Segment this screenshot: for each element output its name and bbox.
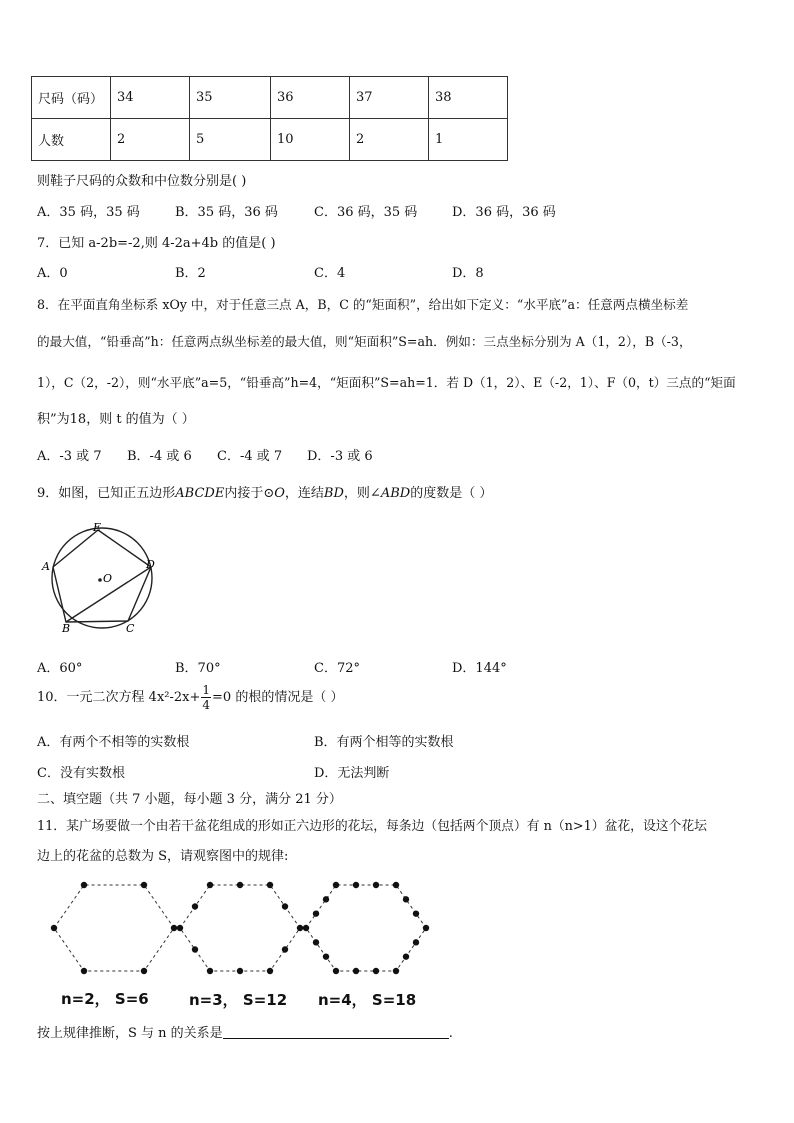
- hexagon-outline: [180, 885, 300, 971]
- q11-line-1: 11．某广场要做一个由若干盆花组成的形如正六边形的花坛，每条边（包括两个顶点）有 n（n>1）盆花，设这个花坛: [37, 819, 707, 834]
- flower-pot-dot: [192, 946, 198, 952]
- q8-line-3: 1），C（2，-2），则“水平底”a=5，“铅垂高”h=4，“矩面积”S=ah=1．若 D（1，2）、E（-2，1）、F（0，t）三点的“矩面: [37, 375, 736, 390]
- table-cell: 35: [190, 77, 271, 119]
- table-cell: 36: [271, 77, 350, 119]
- flower-pot-dot: [207, 882, 213, 888]
- q9-segment-name: BD: [323, 486, 344, 501]
- q8-option-c: C．-4 或 7: [217, 449, 283, 464]
- flower-pot-dot: [237, 968, 243, 974]
- hex-label-1: n=2， S=6: [61, 990, 149, 1008]
- q10-text: 10．一元二次方程 4x²-2x+: [37, 690, 201, 705]
- q7-option-b: B．2: [175, 266, 206, 281]
- table-row: [32, 119, 508, 161]
- flower-pot-dot: [323, 896, 329, 902]
- q6-option-b: B．35 码，36 码: [175, 205, 278, 220]
- q11-text: 按上规律推断，S 与 n 的关系是: [37, 1026, 223, 1041]
- table-cell: 34: [111, 77, 190, 119]
- q9-text: ，连结: [284, 486, 324, 501]
- q6-option-c: C．36 码，35 码: [314, 205, 418, 220]
- q9-option-d: D．144°: [452, 661, 507, 676]
- flower-pot-dot: [413, 910, 419, 916]
- q9-pentagon-name: ABCDE: [175, 486, 225, 501]
- table-header-cell: 尺码（码）: [32, 77, 111, 119]
- table-cell: 10: [271, 119, 350, 161]
- q11-line-2: 边上的花盆的总数为 S，请观察图中的规律:: [37, 849, 289, 864]
- label-o: O: [103, 572, 113, 585]
- fraction-denominator: 4: [202, 698, 211, 712]
- q9-option-a: A．60°: [37, 661, 83, 676]
- flower-pot-dot: [403, 896, 409, 902]
- fraction: [201, 683, 211, 712]
- q11-answer-line: [37, 1022, 453, 1041]
- flower-pot-dot: [423, 925, 429, 931]
- q9-text: ，则: [343, 486, 370, 501]
- label-b: B: [62, 622, 71, 635]
- label-c: C: [126, 622, 135, 635]
- flower-pot-dot: [373, 968, 379, 974]
- flower-pot-dot: [141, 882, 147, 888]
- flower-pot-dot: [353, 968, 359, 974]
- table-cell: 38: [429, 77, 508, 119]
- flower-pot-dot: [313, 939, 319, 945]
- q7-option-a: A．0: [37, 266, 68, 281]
- flower-pot-dot: [303, 925, 309, 931]
- flower-pot-dot: [313, 910, 319, 916]
- flower-pot-dot: [81, 968, 87, 974]
- q8-line-1: 8．在平面直角坐标系 xOy 中，对于任意三点 A，B，C 的“矩面积”，给出如下定义：“水平底”a：任意两点横坐标差: [37, 297, 689, 312]
- q10-stem: [37, 683, 343, 712]
- q6-stem: 则鞋子尺码的众数和中位数分别是( ): [37, 174, 247, 189]
- table-cell: 2: [111, 119, 190, 161]
- pentagon-circle-figure: [36, 518, 166, 638]
- flower-pot-dot: [413, 939, 419, 945]
- q10-option-c: C．没有实数根: [37, 766, 125, 781]
- flower-pot-dot: [177, 925, 183, 931]
- q9-circle-name: ⊙O: [263, 486, 285, 501]
- flower-pot-dot: [141, 968, 147, 974]
- flower-pot-dot: [51, 925, 57, 931]
- flower-pot-dot: [373, 882, 379, 888]
- q9-text: 内接于: [224, 486, 264, 501]
- q7-option-c: C．4: [314, 266, 346, 281]
- flower-pot-dot: [171, 925, 177, 931]
- q9-text: 的度数是（ ）: [410, 486, 493, 501]
- flower-pot-dot: [81, 882, 87, 888]
- q6-option-d: D．36 码，36 码: [452, 205, 556, 220]
- hexagon-pattern-figure: [40, 872, 440, 982]
- flower-pot-dot: [403, 953, 409, 959]
- q8-option-b: B．-4 或 6: [127, 449, 192, 464]
- q7-stem: 7．已知 a-2b=-2,则 4-2a+4b 的值是( ): [37, 236, 276, 251]
- q11-text: .: [448, 1026, 453, 1041]
- section-title: 二、填空题（共 7 小题，每小题 3 分，满分 21 分）: [37, 792, 342, 807]
- q8-line-2: 的最大值，“铅垂高”h：任意两点纵坐标差的最大值，则“矩面积”S=ah．例如：三点坐标分别为 A（1，2），B（-3，: [37, 334, 692, 349]
- q10-text: =0 的根的情况是（ ）: [212, 690, 344, 705]
- q10-option-b: B．有两个相等的实数根: [314, 735, 454, 750]
- q8-option-d: D．-3 或 6: [307, 449, 373, 464]
- label-a: A: [42, 560, 50, 573]
- table-row: [32, 77, 508, 119]
- table-cell: 2: [350, 119, 429, 161]
- flower-pot-dot: [323, 953, 329, 959]
- flower-pot-dot: [267, 882, 273, 888]
- hex-label-3: n=4， S=18: [318, 991, 417, 1009]
- flower-pot-dot: [333, 882, 339, 888]
- q6-option-a: A．35 码，35 码: [37, 205, 140, 220]
- flower-pot-dot: [353, 882, 359, 888]
- hex-label-2: n=3， S=12: [189, 991, 288, 1009]
- flower-pot-dot: [282, 903, 288, 909]
- flower-pot-dot: [192, 903, 198, 909]
- q9-option-b: B．70°: [175, 661, 221, 676]
- answer-blank[interactable]: [223, 1024, 449, 1039]
- q9-option-c: C．72°: [314, 661, 360, 676]
- table-cell: 1: [429, 119, 508, 161]
- label-e: E: [93, 521, 102, 534]
- q10-option-a: A．有两个不相等的实数根: [37, 735, 190, 750]
- fraction-numerator: 1: [202, 683, 211, 697]
- hexagon-outline: [54, 885, 174, 971]
- table-cell: 37: [350, 77, 429, 119]
- label-d: D: [146, 558, 155, 571]
- q7-option-d: D．8: [452, 266, 484, 281]
- flower-pot-dot: [207, 968, 213, 974]
- shoe-size-table: [31, 76, 508, 161]
- q9-angle-name: ∠ABD: [369, 486, 411, 501]
- q10-option-d: D．无法判断: [314, 766, 390, 781]
- flower-pot-dot: [393, 968, 399, 974]
- q9-text: 9．如图，已知正五边形: [37, 486, 176, 501]
- flower-pot-dot: [297, 925, 303, 931]
- flower-pot-dot: [282, 946, 288, 952]
- table-header-cell: 人数: [32, 119, 111, 161]
- flower-pot-dot: [237, 882, 243, 888]
- q9-stem: [37, 482, 492, 501]
- q8-option-a: A．-3 或 7: [37, 449, 102, 464]
- flower-pot-dot: [267, 968, 273, 974]
- flower-pot-dot: [333, 968, 339, 974]
- q8-line-4: 积”为18，则 t 的值为（ ）: [37, 412, 195, 427]
- flower-pot-dot: [393, 882, 399, 888]
- table-cell: 5: [190, 119, 271, 161]
